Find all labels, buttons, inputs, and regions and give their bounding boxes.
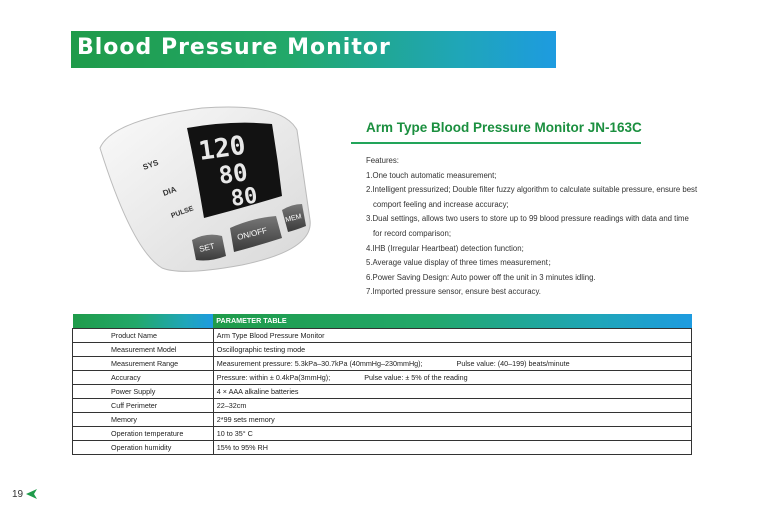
table-row bbox=[73, 356, 692, 370]
svg-text:ON/OFF: ON/OFF bbox=[236, 225, 268, 242]
back-arrow-icon bbox=[26, 489, 38, 499]
table-row bbox=[73, 413, 692, 427]
dia-reading: 80 bbox=[216, 158, 250, 190]
param-value: 4 × AAA alkaline batteries bbox=[213, 384, 691, 398]
param-value: Measurement pressure: 5.3kPa–30.7kPa (40mmHg–230mmHg); Pulse value: (40–199) beats/minute bbox=[213, 356, 691, 370]
pulse-label: PULSE bbox=[170, 205, 195, 220]
sys-reading: 120 bbox=[196, 130, 248, 167]
product-title: Arm Type Blood Pressure Monitor JN-163C bbox=[366, 120, 642, 135]
param-name: Accuracy bbox=[73, 370, 214, 384]
table-row bbox=[73, 398, 692, 412]
table-row bbox=[73, 384, 692, 398]
table-row bbox=[73, 328, 692, 342]
table-row bbox=[73, 342, 692, 356]
param-name: Power Supply bbox=[73, 384, 214, 398]
features-heading: Features: bbox=[366, 156, 399, 165]
table-row bbox=[73, 427, 692, 441]
svg-text:MEM: MEM bbox=[284, 213, 303, 224]
page-title: Blood Pressure Monitor bbox=[77, 35, 391, 60]
feature-item: 7.Imported pressure sensor, ensure best accuracy. bbox=[366, 287, 541, 297]
param-name: Cuff Perimeter bbox=[73, 398, 214, 412]
param-value: Oscillographic testing mode bbox=[213, 342, 691, 356]
param-name: Measurement Range bbox=[73, 356, 214, 370]
feature-item: 5.Average value display of three times measurement； bbox=[366, 258, 556, 268]
feature-item: 3.Dual settings, allows two users to store up to 99 blood pressure readings with data and time bbox=[366, 214, 689, 224]
feature-item: for record comparison; bbox=[373, 228, 451, 238]
feature-item: comport feeling and increase accuracy; bbox=[373, 199, 509, 209]
features-list bbox=[366, 154, 706, 300]
parameter-table bbox=[72, 314, 692, 455]
title-divider bbox=[351, 142, 641, 144]
param-value: 2*99 sets memory bbox=[213, 413, 691, 427]
feature-item: 1.One touch automatic measurement; bbox=[366, 170, 497, 180]
table-heading: PARAMETER TABLE bbox=[213, 314, 691, 328]
table-header-row bbox=[73, 314, 692, 328]
param-name: Operation humidity bbox=[73, 441, 214, 455]
param-value: 22–32cm bbox=[213, 398, 691, 412]
param-name: Memory bbox=[73, 413, 214, 427]
param-name: Measurement Model bbox=[73, 342, 214, 356]
feature-item: 6.Power Saving Design: Auto power off the unit in 3 minutes idling. bbox=[366, 272, 596, 282]
pulse-reading: 80 bbox=[229, 183, 260, 212]
blood-pressure-monitor-image bbox=[92, 100, 322, 280]
param-value: 10 to 35° C bbox=[213, 427, 691, 441]
page-number: 19 bbox=[12, 489, 24, 500]
param-name: Product Name bbox=[73, 328, 214, 342]
table-row bbox=[73, 370, 692, 384]
table-row bbox=[73, 441, 692, 455]
param-value: Pressure: within ± 0.4kPa(3mmHg); Pulse value: ± 5% of the reading bbox=[213, 370, 691, 384]
param-name: Operation temperature bbox=[73, 427, 214, 441]
dia-label: DIA bbox=[161, 184, 178, 198]
param-value: 15% to 95% RH bbox=[213, 441, 691, 455]
set-button bbox=[192, 235, 226, 261]
param-value: Arm Type Blood Pressure Monitor bbox=[213, 328, 691, 342]
feature-item: 4.IHB (Irregular Heartbeat) detection function; bbox=[366, 243, 524, 253]
svg-text:SET: SET bbox=[198, 241, 216, 254]
header-banner bbox=[71, 31, 556, 68]
sys-label: SYS bbox=[141, 157, 160, 172]
feature-item: 2.Intelligent pressurized; Double filter fuzzy algorithm to calculate suitable pressure, ensure best bbox=[366, 185, 698, 195]
